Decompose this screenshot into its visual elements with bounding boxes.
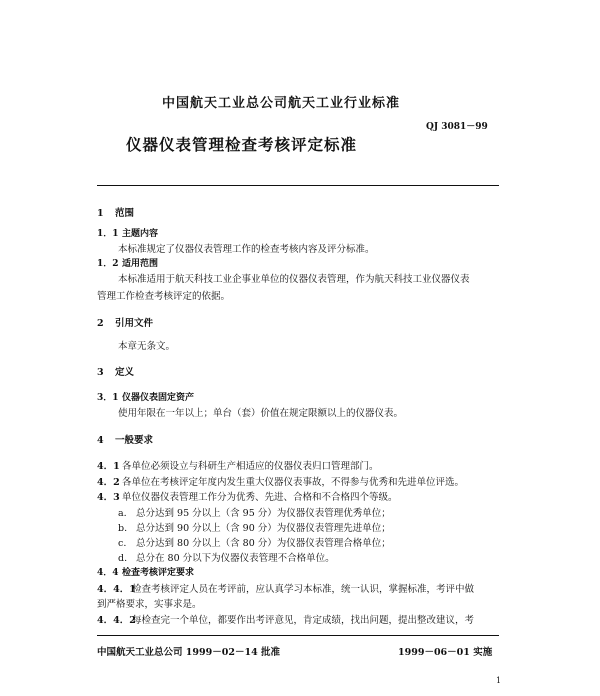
clause-text: 每检查完一个单位，都要作出考评意见，肯定成绩，找出问题，提出整改建议，考 bbox=[132, 615, 475, 626]
clause-number: 4．3 bbox=[97, 492, 120, 503]
list-item-text: 总分达到 95 分以上（含 95 分）为仪器仪表管理优秀单位； bbox=[136, 508, 391, 519]
subsection-title: 仪器仪表固定资产 bbox=[122, 393, 195, 403]
section-title: 引用文件 bbox=[115, 318, 154, 329]
header-rule bbox=[97, 185, 499, 186]
clause-text: 各单位在考核评定年度内发生重大仪器仪表事故，不得参与优秀和先进单位评选。 bbox=[122, 477, 465, 488]
clause-4-2 bbox=[97, 474, 464, 488]
subsection-title: 检查考核评定要求 bbox=[122, 568, 195, 578]
clause-4-3 bbox=[97, 489, 398, 503]
subsection-title: 主题内容 bbox=[122, 229, 159, 239]
paragraph-2: 本章无条文。 bbox=[118, 341, 176, 352]
clause-text: 各单位必须设立与科研生产相适应的仪器仪表归口管理部门。 bbox=[122, 461, 379, 472]
clause-number: 4．4．1 bbox=[97, 584, 136, 595]
section-title: 一般要求 bbox=[115, 435, 154, 446]
section-title: 范围 bbox=[115, 208, 135, 219]
subsection-number: 4．4 bbox=[97, 568, 119, 578]
section-2-heading bbox=[97, 315, 153, 329]
subsection-number: 1．1 bbox=[97, 229, 119, 239]
list-item-mark: d. bbox=[118, 553, 128, 564]
list-item bbox=[118, 550, 335, 564]
list-item-mark: b. bbox=[118, 523, 128, 534]
paragraph-1-1: 本标准规定了仪器仪表管理工作的检查考核内容及评分标准。 bbox=[118, 244, 375, 255]
clause-text: 单位仪器仪表管理工作分为优秀、先进、合格和不合格四个等级。 bbox=[122, 492, 398, 503]
clause-number: 4．4．2 bbox=[97, 615, 136, 626]
list-item-mark: a. bbox=[118, 508, 127, 519]
issuing-organization: 中国航天工业总公司航天工业行业标准 bbox=[162, 96, 401, 111]
section-1-heading bbox=[97, 205, 134, 219]
clause-number: 4．2 bbox=[97, 477, 120, 488]
implementation-date: 1999－06－01 实施 bbox=[398, 647, 493, 658]
section-4-heading bbox=[97, 432, 153, 446]
subsection-1-1-heading bbox=[97, 226, 158, 239]
section-number: 1 bbox=[97, 208, 104, 219]
clause-4-4-1-line-1 bbox=[97, 581, 474, 595]
list-item-mark: c. bbox=[118, 538, 127, 549]
paragraph-1-2-line-2: 管理工作检查考核评定的依据。 bbox=[97, 291, 231, 302]
list-item-text: 总分达到 80 分以上（含 80 分）为仪器仪表管理合格单位； bbox=[136, 538, 391, 549]
approval-line: 中国航天工业总公司 1999－02－14 批准 bbox=[97, 647, 280, 658]
section-title: 定义 bbox=[115, 367, 135, 378]
subsection-number: 1．2 bbox=[97, 259, 119, 269]
document-title: 仪器仪表管理检查考核评定标准 bbox=[126, 135, 358, 154]
subsection-4-4-heading bbox=[97, 565, 194, 578]
list-item bbox=[118, 520, 391, 534]
clause-number: 4．1 bbox=[97, 461, 120, 472]
clause-4-4-1-line-2: 到严格要求，实事求是。 bbox=[97, 599, 202, 610]
subsection-3-1-heading bbox=[97, 390, 194, 403]
subsection-number: 3．1 bbox=[97, 393, 119, 403]
section-number: 4 bbox=[97, 435, 104, 446]
clause-text: 检查考核评定人员在考评前，应认真学习本标准，统一认识，掌握标准，考评中做 bbox=[132, 584, 475, 595]
list-item bbox=[118, 535, 391, 549]
clause-4-1 bbox=[97, 458, 379, 472]
paragraph-1-2-line-1: 本标准适用于航天科技工业企事业单位的仪器仪表管理，作为航天科技工业仪器仪表 bbox=[118, 274, 470, 285]
list-item-text: 总分达到 90 分以上（含 90 分）为仪器仪表管理先进单位； bbox=[136, 523, 391, 534]
list-item bbox=[118, 505, 391, 519]
section-number: 2 bbox=[97, 318, 104, 329]
section-3-heading bbox=[97, 364, 134, 378]
list-item-text: 总分在 80 分以下为仪器仪表管理不合格单位。 bbox=[136, 553, 335, 564]
clause-4-4-2-line-1 bbox=[97, 612, 474, 626]
page-number: 1 bbox=[496, 676, 502, 685]
subsection-title: 适用范围 bbox=[122, 259, 159, 269]
paragraph-3-1: 使用年限在一年以上；单台（套）价值在规定限额以上的仪器仪表。 bbox=[118, 408, 404, 419]
section-number: 3 bbox=[97, 367, 104, 378]
subsection-1-2-heading bbox=[97, 256, 158, 269]
standard-code: QJ 3081－99 bbox=[426, 122, 488, 132]
footer-rule bbox=[97, 635, 499, 636]
